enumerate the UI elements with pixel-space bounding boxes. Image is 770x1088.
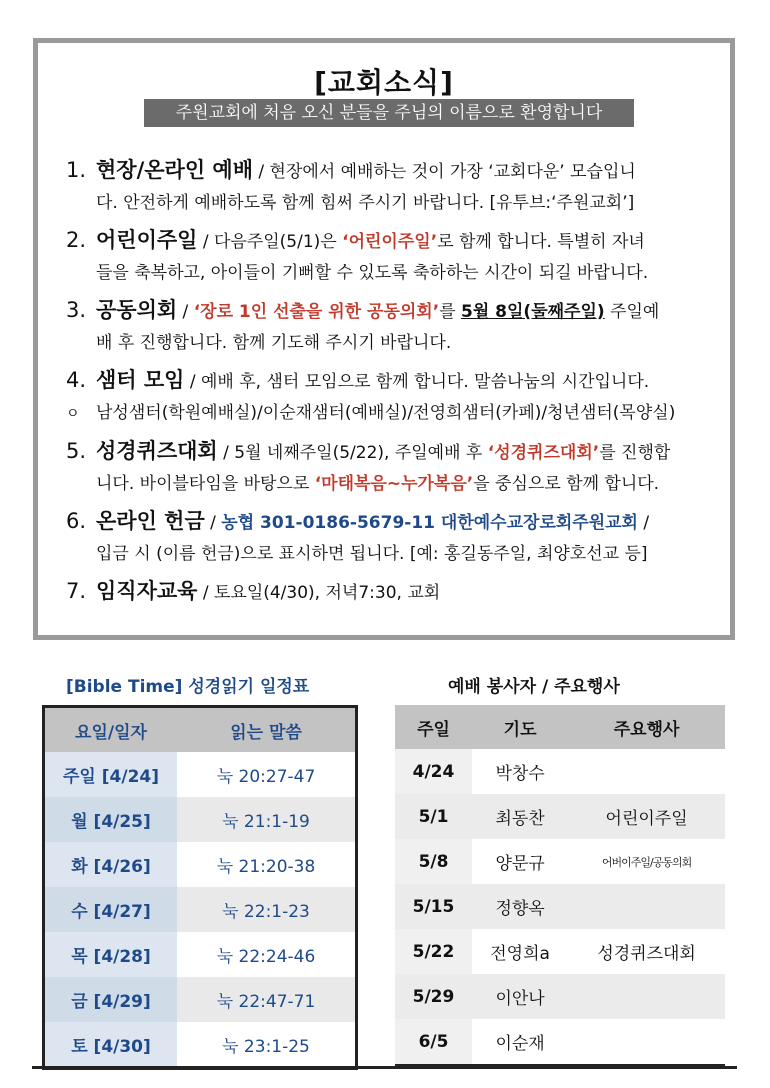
reading-day: 주일 [4/24] <box>44 752 178 797</box>
item-text: 들을 축복하고, 아이들이 기뻐할 수 있도록 축하하는 시간이 되길 바랍니다. <box>96 263 649 283</box>
main-event: 어버이주일/공동의회 <box>601 855 692 869</box>
bible-time-title: [Bible Time] 성경읽기 일정표 <box>66 677 310 697</box>
reading-day: 금 [4/29] <box>44 977 178 1022</box>
main-event <box>568 974 725 1019</box>
table-header-row <box>395 705 725 749</box>
item-text: / <box>204 513 222 533</box>
reading-day: 목 [4/28] <box>44 932 178 977</box>
item-text: 을 중심으로 함께 합니다. <box>473 474 660 494</box>
item-text: 로 함께 합니다. 특별히 자녀 <box>437 232 645 252</box>
item-number: 7. <box>66 579 87 603</box>
news-item-3 <box>66 295 712 359</box>
table-row <box>44 842 357 887</box>
servers-title: 예배 봉사자 / 주요행사 <box>448 677 620 697</box>
item-date-underlined: 5월 8일(둘째주일) <box>461 302 605 322</box>
news-item-2 <box>66 225 712 289</box>
prayer-leader: 이순재 <box>472 1019 568 1065</box>
table-row <box>44 977 357 1022</box>
item-text: 를 진행합 <box>599 443 671 463</box>
item-heading: 임직자교육 <box>96 579 198 603</box>
item-number: 6. <box>66 509 87 533</box>
item-heading: 어린이주일 <box>96 228 198 252</box>
item-text: 배 후 진행합니다. 함께 기도해 주시기 바랍니다. <box>96 333 452 353</box>
prayer-leader: 양문규 <box>495 854 545 874</box>
reading-day: 토 [4/30] <box>44 1022 178 1069</box>
bottom-divider <box>32 1066 737 1069</box>
church-news-box <box>33 38 735 640</box>
reading-day: 화 [4/26] <box>44 842 178 887</box>
service-date: 4/24 <box>395 749 472 794</box>
service-date: 5/1 <box>395 794 472 839</box>
item-highlight: ‘장로 1인 선출을 위한 공동의회’ <box>193 302 440 322</box>
column-header: 읽는 말씀 <box>177 707 357 753</box>
column-header: 기도 <box>472 705 568 749</box>
item-text: / 5월 네째주일(5/22), 주일예배 후 <box>217 443 488 463</box>
main-event <box>568 749 725 794</box>
item-text: 를 <box>439 302 462 322</box>
prayer-leader: 이안나 <box>472 974 568 1019</box>
item-text: / 다음주일(5/1)은 <box>197 232 343 252</box>
item-highlight: ‘어린이주일’ <box>342 232 438 252</box>
table-row <box>44 752 357 797</box>
news-title: [교회소식] <box>314 66 454 99</box>
table-row <box>395 974 725 1019</box>
bullet-icon: ㅇ <box>66 406 80 422</box>
item-text: 주일예 <box>604 302 660 322</box>
column-header: 요일/일자 <box>44 707 178 753</box>
item-text: / 현장에서 예배하는 것이 가장 ‘교회다운’ 모습입니 <box>252 162 636 182</box>
table-row <box>44 1022 357 1069</box>
prayer-leader: 정향옥 <box>472 884 568 929</box>
reading-verse: 눅 22:24-46 <box>216 947 316 967</box>
reading-day: 수 [4/27] <box>44 887 178 932</box>
item-number: 4. <box>66 368 87 392</box>
reading-verse: 눅 20:27-47 <box>216 767 316 787</box>
main-event: 어린이주일 <box>568 794 725 839</box>
item-text: / <box>637 513 650 533</box>
column-header: 주요행사 <box>568 705 725 749</box>
prayer-leader: 최동찬 <box>472 794 568 839</box>
bank-account: 농협 301-0186-5679-11 대한예수교장로회주원교회 <box>221 513 638 533</box>
table-row <box>395 749 725 794</box>
item-heading: 온라인 헌금 <box>96 509 205 533</box>
table-row <box>395 1019 725 1065</box>
news-item-4 <box>66 365 712 430</box>
item-heading: 공동의회 <box>96 298 178 322</box>
item-number: 5. <box>66 439 87 463</box>
servers-table <box>395 705 725 1066</box>
table-header-row <box>44 707 357 753</box>
service-date: 5/8 <box>395 839 472 884</box>
prayer-leader: 전영희a <box>490 944 550 964</box>
table-row <box>44 797 357 842</box>
table-row <box>395 794 725 839</box>
news-item-6 <box>66 506 712 570</box>
reading-verse: 눅 21:1-19 <box>177 797 357 842</box>
item-text: 다. 안전하게 예배하도록 함께 힘써 주시기 바랍니다. [유투브:‘주원교회’] <box>96 193 635 213</box>
main-event <box>568 884 725 929</box>
main-event: 성경퀴즈대회 <box>597 944 696 964</box>
table-row <box>395 884 725 929</box>
welcome-banner: 주원교회에 처음 오신 분들을 주님의 이름으로 환영합니다 <box>144 99 634 127</box>
table-row <box>395 839 725 884</box>
item-highlight: ‘성경퀴즈대회’ <box>487 443 600 463</box>
item-number: 1. <box>66 158 87 182</box>
bible-reading-table <box>42 705 358 1070</box>
table-row <box>395 929 725 974</box>
item-number: 2. <box>66 228 87 252</box>
news-items <box>66 155 712 615</box>
service-date: 5/15 <box>395 884 472 929</box>
table-row <box>44 932 357 977</box>
news-item-1 <box>66 155 712 219</box>
main-event <box>568 1019 725 1065</box>
prayer-leader: 박창수 <box>495 764 545 784</box>
reading-verse: 눅 21:20-38 <box>216 857 316 877</box>
item-number: 3. <box>66 298 87 322</box>
table-row <box>44 887 357 932</box>
item-text: / 예배 후, 샘터 모임으로 함께 합니다. 말씀나눔의 시간입니다. <box>184 372 650 392</box>
item-text: 니다. 바이블타임을 바탕으로 <box>96 474 315 494</box>
news-item-5 <box>66 436 712 500</box>
reading-day: 월 [4/25] <box>44 797 178 842</box>
item-heading: 성경퀴즈대회 <box>96 439 218 463</box>
reading-verse: 눅 22:1-23 <box>177 887 357 932</box>
item-text: / <box>177 302 194 322</box>
service-date: 6/5 <box>395 1019 472 1065</box>
item-heading: 샘터 모임 <box>96 368 185 392</box>
item-text: 입금 시 (이름 헌금)으로 표시하면 됩니다. [예: 홍길동주일, 최양호선교 등] <box>96 544 648 564</box>
item-highlight: ‘마태복음~누가복음’ <box>314 474 474 494</box>
reading-verse: 눅 23:1-25 <box>222 1037 310 1057</box>
item-text: / 토요일(4/30), 저녁7:30, 교회 <box>197 583 441 603</box>
service-date: 5/22 <box>395 929 472 974</box>
service-date: 5/29 <box>395 974 472 1019</box>
item-text: 남성샘터(학원예배실)/이순재샘터(예배실)/전영희샘터(카페)/청년샘터(목양실) <box>96 403 676 423</box>
item-heading: 현장/온라인 예배 <box>96 158 253 182</box>
reading-verse: 눅 22:47-71 <box>177 977 357 1022</box>
column-header: 주일 <box>395 705 472 749</box>
news-item-7 <box>66 576 712 609</box>
